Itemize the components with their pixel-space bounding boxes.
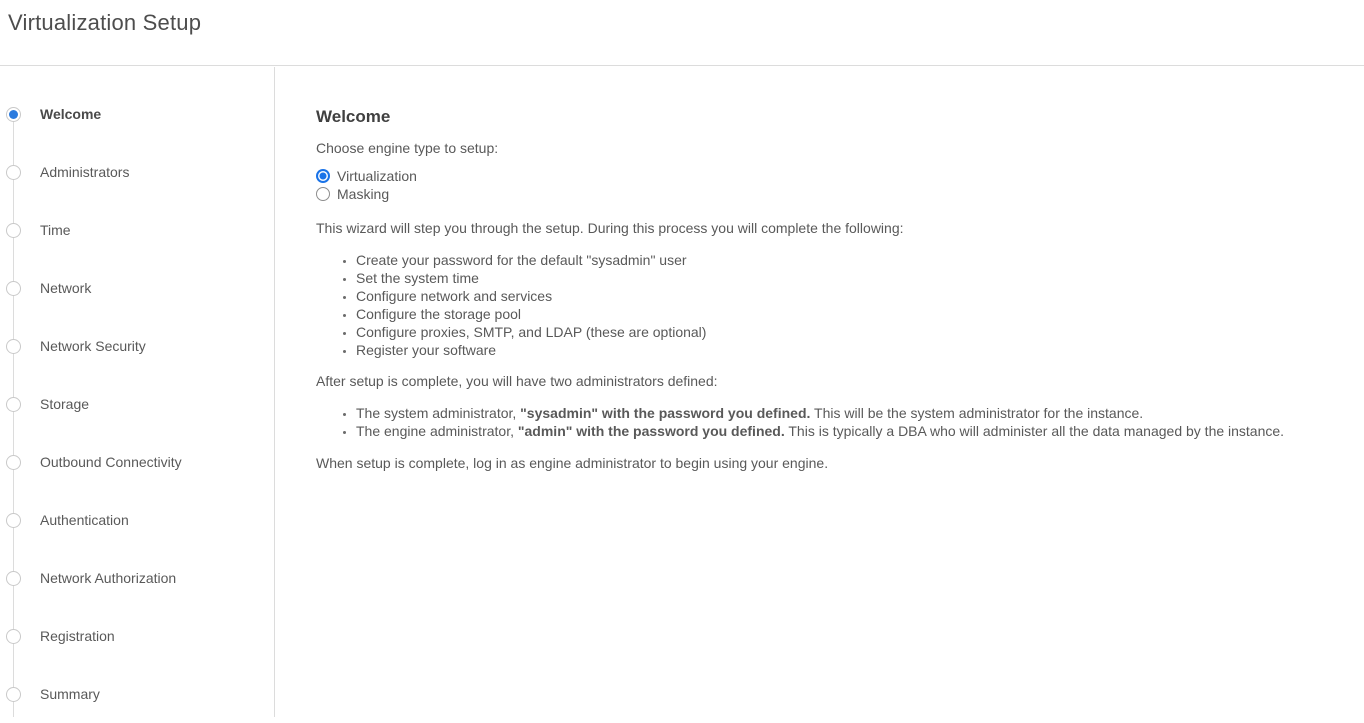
sidebar-step-network[interactable]	[0, 259, 274, 317]
step-radio-icon	[6, 455, 21, 470]
admin-text-suffix: This is typically a DBA who will administer all the data managed by the instance.	[785, 423, 1284, 439]
after-setup-text: After setup is complete, you will have two administrators defined:	[316, 372, 1344, 390]
sidebar-step-registration[interactable]	[0, 607, 274, 665]
sidebar-step-outbound-connectivity[interactable]	[0, 433, 274, 491]
content-heading: Welcome	[316, 107, 1344, 127]
admin-text-suffix: This will be the system administrator for the instance.	[810, 405, 1143, 421]
step-label: Network	[40, 280, 91, 296]
steps-list	[0, 85, 274, 723]
admin-text-prefix: The engine administrator,	[356, 423, 518, 439]
admin-text-prefix: The system administrator,	[356, 405, 520, 421]
step-label: Time	[40, 222, 71, 238]
step-radio-icon	[6, 223, 21, 238]
step-label: Summary	[40, 686, 100, 702]
step-radio-icon	[6, 165, 21, 180]
process-step-item: • Create your password for the default "sysadmin" user	[356, 251, 1344, 269]
radio-selected-icon[interactable]	[316, 169, 330, 183]
closing-text: When setup is complete, log in as engine administrator to begin using your engine.	[316, 454, 1344, 472]
choose-engine-label: Choose engine type to setup:	[316, 139, 1344, 157]
process-step-item: • Register your software	[356, 341, 1344, 359]
admin-item-admin	[356, 422, 1344, 440]
sidebar-step-time[interactable]	[0, 201, 274, 259]
radio-label: Masking	[337, 186, 389, 202]
process-step-item: • Configure the storage pool	[356, 305, 1344, 323]
step-label: Network Security	[40, 338, 146, 354]
sidebar-step-administrators[interactable]	[0, 143, 274, 201]
process-step-item: • Configure network and services	[356, 287, 1344, 305]
engine-option-virtualization[interactable]	[316, 167, 1344, 185]
step-radio-active-icon	[6, 107, 21, 122]
engine-option-masking[interactable]	[316, 185, 1344, 203]
step-radio-icon	[6, 571, 21, 586]
administrators-list	[316, 404, 1344, 440]
step-label: Storage	[40, 396, 89, 412]
engine-type-radio-group	[316, 167, 1344, 203]
process-steps-list	[316, 251, 1344, 359]
setup-steps-sidebar	[0, 67, 275, 717]
sidebar-step-summary[interactable]	[0, 665, 274, 723]
admin-item-sysadmin	[356, 404, 1344, 422]
sidebar-step-network-authorization[interactable]	[0, 549, 274, 607]
step-label: Registration	[40, 628, 115, 644]
step-label: Administrators	[40, 164, 129, 180]
sidebar-step-welcome[interactable]	[0, 85, 274, 143]
sidebar-step-storage[interactable]	[0, 375, 274, 433]
sidebar-step-network-security[interactable]	[0, 317, 274, 375]
step-label: Network Authorization	[40, 570, 176, 586]
step-label: Outbound Connectivity	[40, 454, 182, 470]
step-radio-icon	[6, 397, 21, 412]
process-step-item: • Configure proxies, SMTP, and LDAP (these are optional)	[356, 323, 1344, 341]
radio-unselected-icon[interactable]	[316, 187, 330, 201]
page-title: Virtualization Setup	[8, 10, 201, 36]
wizard-intro-text: This wizard will step you through the setup. During this process you will complete the following:	[316, 219, 1344, 237]
page-header	[0, 0, 1364, 66]
admin-text-bold: "sysadmin" with the password you defined.	[520, 405, 810, 421]
step-label: Authentication	[40, 512, 129, 528]
step-radio-icon	[6, 513, 21, 528]
step-radio-icon	[6, 339, 21, 354]
process-step-item: • Set the system time	[356, 269, 1344, 287]
step-radio-icon	[6, 281, 21, 296]
main-content	[316, 67, 1344, 717]
step-radio-icon	[6, 629, 21, 644]
sidebar-step-authentication[interactable]	[0, 491, 274, 549]
step-radio-icon	[6, 687, 21, 702]
admin-text-bold: "admin" with the password you defined.	[518, 423, 785, 439]
step-label: Welcome	[40, 106, 101, 122]
radio-label: Virtualization	[337, 168, 417, 184]
